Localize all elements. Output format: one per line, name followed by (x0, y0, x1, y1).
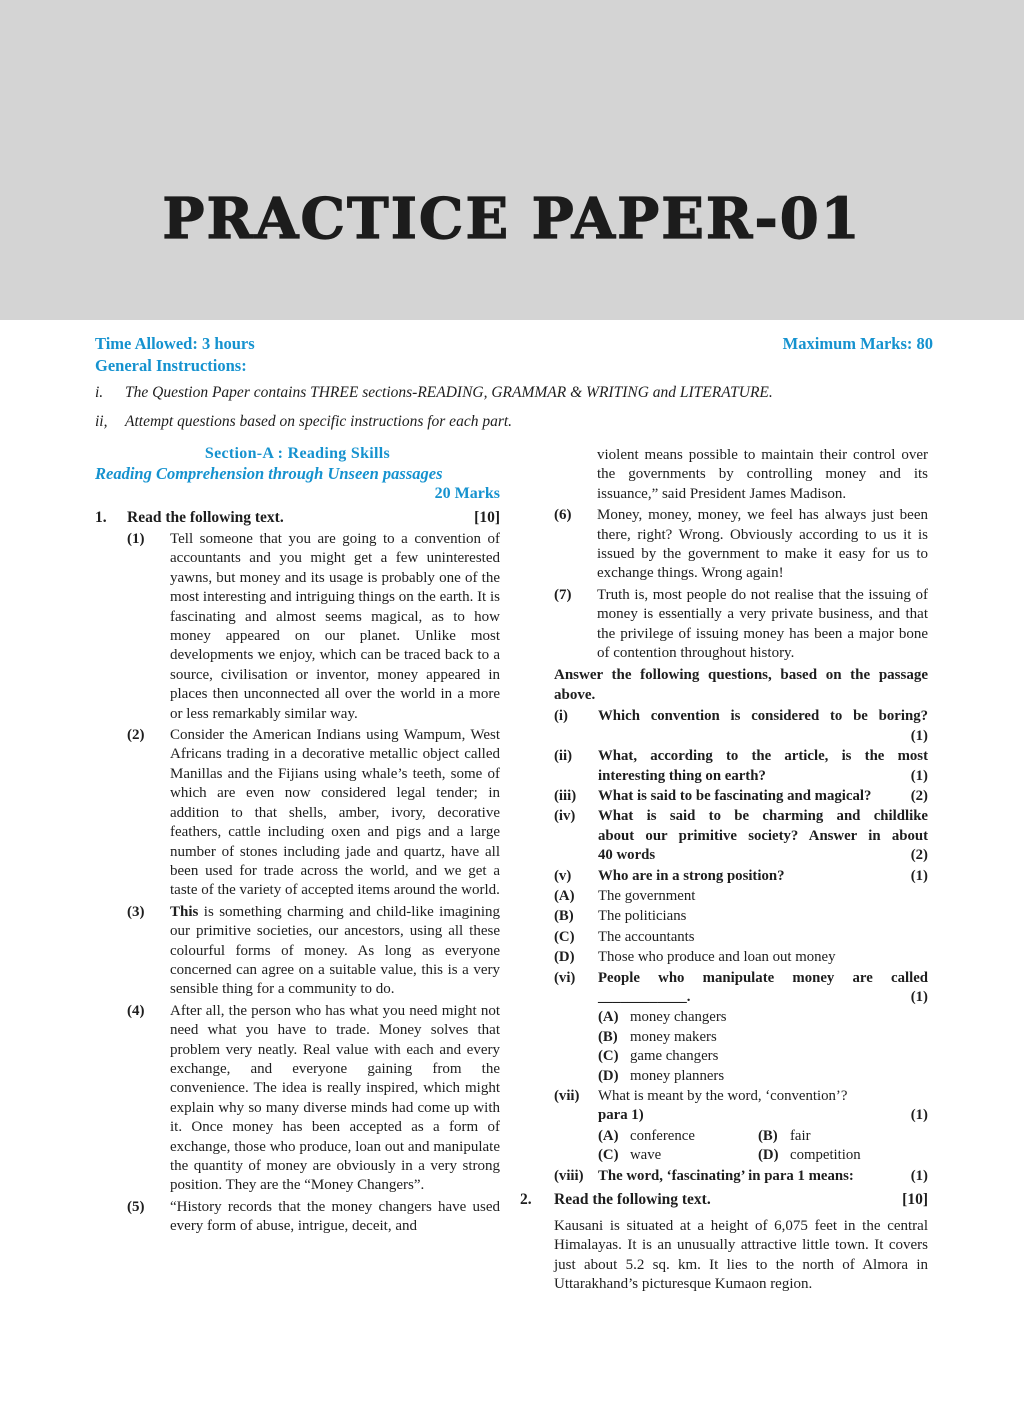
question-marks: (1) (910, 867, 928, 884)
question-marks: (2) (910, 847, 928, 864)
option-row (598, 1028, 928, 1047)
option-text: The government (598, 887, 696, 904)
paragraph-text: After all, the person who has what you need might not need what you have to trade. Money solves that problem very neatly. Real value with each and every exchange, and everyone gaining from the convenience. The idea is really inspired, which might explain why so many diverse minds had come up with it. Once money has been accepted as a form of exchange, those who produce, loan out and manipulate the quantity of money are obviously in a very strong position. They are the “Money Changers”. (170, 1002, 500, 1194)
time-allowed: Time Allowed: 3 hours (95, 334, 255, 353)
option-text: money planners (630, 1067, 725, 1084)
passage-paragraph (554, 506, 928, 584)
option-row (554, 928, 928, 947)
question-1-header (95, 508, 500, 528)
question-marks: [10] (474, 509, 500, 526)
question-text: The word, ‘fascinating’ in para 1 means: (598, 1167, 854, 1184)
passage-paragraph (554, 586, 928, 664)
answer-blank: ____________. (598, 988, 691, 1005)
option-text: The accountants (598, 928, 695, 945)
question-number: (vi) (554, 969, 576, 986)
paragraph-number: (6) (554, 507, 572, 524)
left-column (95, 444, 500, 1239)
question-ii (554, 747, 928, 786)
option-text: game changers (630, 1048, 719, 1065)
question-text: What is said to be charming and childlike (598, 808, 928, 825)
right-column (520, 444, 928, 1295)
paragraph-number: (5) (127, 1198, 145, 1215)
paragraph-number: (4) (127, 1002, 145, 1019)
paragraph-text: Truth is, most people do not realise that the issuing of money is essentially a very private business, and that the privilege of issuing money has been a major bone of contention throughout history. (597, 586, 928, 662)
bold-lead-word: This (170, 903, 199, 920)
question-number: (i) (554, 708, 568, 725)
paragraph-text: “History records that the money changers have used every form of abuse, intrigue, deceit, and (170, 1198, 500, 1235)
question-marks: (1) (910, 767, 928, 784)
question-v (554, 867, 928, 886)
question-number: (ii) (554, 748, 573, 765)
question-number: (viii) (554, 1167, 584, 1184)
instruction-text: The Question Paper contains THREE sections-READING, GRAMMAR & WRITING and LITERATURE. (125, 384, 773, 401)
option-text: money changers (630, 1009, 727, 1026)
question-text: What is said to be fascinating and magical? (598, 787, 872, 804)
question-marks: (1) (910, 1107, 928, 1124)
instruction-text: Attempt questions based on specific instructions for each part. (125, 413, 513, 430)
question-vi (554, 969, 928, 1008)
question-2-header (520, 1190, 928, 1210)
question-text: People who manipulate money are called (598, 969, 928, 986)
question-text: 40 words (598, 847, 656, 864)
question-text: about our primitive society? Answer in about (598, 827, 928, 844)
maximum-marks: Maximum Marks: 80 (782, 334, 933, 353)
paragraph-number: (7) (554, 586, 572, 603)
instruction-number: ii, (95, 413, 108, 430)
question-title: Read the following text. (554, 1191, 711, 1209)
instruction-number: i. (95, 384, 104, 401)
question-marks: (1) (910, 1167, 928, 1184)
instruction-item (95, 383, 933, 403)
question-iii (554, 787, 928, 806)
paper-title: PRACTICE PAPER-01 (162, 186, 862, 252)
option-row (598, 1146, 928, 1165)
question-marks: (2) (910, 787, 928, 804)
paragraph-number: (2) (127, 727, 145, 744)
question-viii (554, 1167, 928, 1186)
option-text: money makers (630, 1028, 717, 1045)
question-number: (v) (554, 867, 572, 884)
question-text: What is meant by the word, ‘convention’? (598, 1088, 848, 1104)
general-instructions-list (95, 383, 933, 441)
option-text: Those who produce and loan out money (598, 949, 836, 966)
option-letter: (A) (598, 1009, 619, 1026)
question-number: (iv) (554, 808, 576, 825)
option-text: competition (790, 1147, 861, 1164)
paragraph-number: (1) (127, 531, 145, 547)
question-marks: [10] (902, 1191, 928, 1209)
question-number: (iii) (554, 787, 577, 804)
option-row (598, 1127, 928, 1146)
option-letter: (B) (554, 908, 574, 925)
question-text: interesting thing on earth? (598, 767, 766, 784)
question-vii (554, 1087, 928, 1126)
question-title: Read the following text. (127, 509, 284, 526)
option-text: fair (790, 1127, 811, 1144)
page-banner (0, 0, 1024, 320)
passage-paragraph-continuation (554, 446, 928, 504)
question-text: Which convention is considered to be boring? (598, 708, 928, 725)
question-number: 1. (95, 509, 107, 526)
passage-paragraph (127, 1198, 500, 1237)
passage-paragraph (127, 1002, 500, 1196)
option-letter: (D) (554, 949, 575, 966)
option-row (554, 887, 928, 906)
option-letter: (C) (598, 1048, 619, 1065)
paragraph-text: This is something charming and child-like imagining our primitive societies, our ancestors, using all these colourful forms of money. As long as everyone concerned can agree on a suitable value, this is a very sensible thing for a community to do. (170, 903, 500, 998)
option-row (554, 948, 928, 967)
question-text: Who are in a strong position? (598, 867, 785, 884)
option-letter: (A) (554, 887, 575, 904)
option-letter: (D) (598, 1067, 619, 1084)
passage-2-text: Kausani is situated at a height of 6,075 feet in the central Himalayas. It is an unusually attractive little town. It covers just about 5.2 sq. km. It lies to the north of Almora in Uttarakhand’s picturesque Kumaon region. (554, 1218, 928, 1293)
section-subheading: Reading Comprehension through Unseen passages (95, 464, 443, 483)
question-number: 2. (520, 1191, 532, 1209)
question-iv (554, 807, 928, 865)
answer-intro: Answer the following questions, based on the passage above. (554, 667, 928, 703)
option-letter: (D) (758, 1147, 779, 1164)
question-marks: (1) (910, 988, 928, 1005)
option-letter: (A) (598, 1127, 619, 1144)
option-letter: (B) (598, 1028, 618, 1045)
option-text: wave (630, 1147, 662, 1164)
option-letter: (B) (758, 1127, 778, 1144)
question-marks: (1) (910, 727, 928, 744)
question-text: What, according to the article, is the most (598, 748, 928, 765)
paragraph-number: (3) (127, 903, 145, 920)
passage-paragraph (127, 726, 500, 901)
question-i (554, 707, 928, 746)
option-text: The politicians (598, 908, 687, 925)
paragraph-text: Tell someone that you are going to a convention of accountants and you might get a few uninterested yawns, but money and its usage is probably one of the most interesting and intriguing things on the earth. It is fascinating and almost seems magical, as to how money appeared on our planet. Unlike most developments we enjoy, which can be traced back to a source, civilisation or inventor, money appeared in places then unconnected all over the world in a more or less remarkably similar way. (170, 531, 500, 722)
option-text: conference (630, 1127, 695, 1144)
section-marks: 20 Marks (434, 485, 500, 502)
question-number: (vii) (554, 1088, 580, 1104)
question-text: para 1) (598, 1107, 644, 1124)
option-row (554, 907, 928, 926)
paragraph-text: Money, money, money, we feel has always just been there, right? Wrong. Obviously according to us it is issued by the government to make it easy for us to exchange things. Wrong again! (597, 507, 928, 582)
paragraph-text: violent means possible to maintain their control over the governments by controlling money and its issuance,” said President James Madison. (597, 447, 928, 502)
paragraph-text: Consider the American Indians using Wampum, West Africans trading in a decorative metallic object called Manillas and the Fijians using whale’s teeth, some of which are even now considered legal tender; in addition to that shells, amber, ivory, decorative feathers, cattle including oxen and pigs and a large number of stones including jade and quartz, have all been used for trade across the world, and we get a taste of the variety of accepted items around the world. (170, 727, 500, 899)
passage-paragraph (127, 530, 500, 724)
option-row (598, 1008, 928, 1027)
meta-block (95, 334, 933, 376)
option-row (598, 1047, 928, 1066)
option-letter: (C) (598, 1147, 619, 1164)
option-row (598, 1067, 928, 1086)
section-heading: Section-A : Reading Skills (204, 445, 391, 462)
general-instructions-label: General Instructions: (95, 356, 247, 375)
option-letter: (C) (554, 928, 575, 945)
instruction-item (95, 412, 933, 432)
passage-paragraph (127, 903, 500, 1000)
